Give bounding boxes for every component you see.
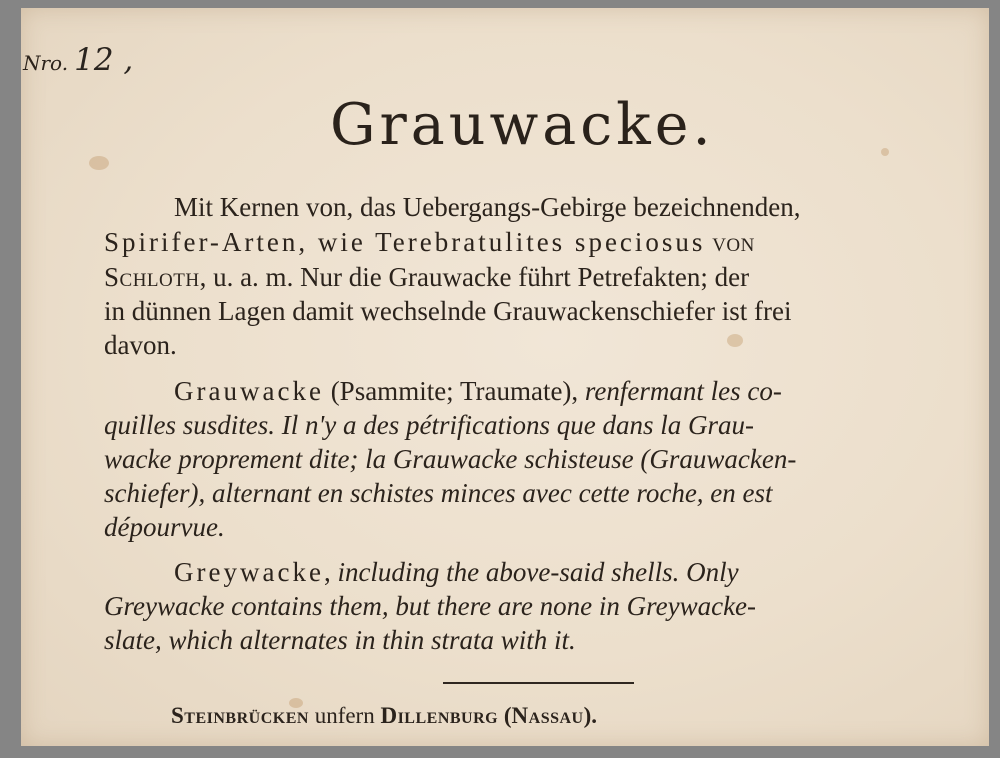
french-line-4 — [104, 478, 773, 509]
french-line-2 — [104, 410, 754, 441]
locality-town: Dillenburg — [380, 703, 499, 728]
german-text: in dünnen Lagen damit wechselnde Grauwackenschiefer ist frei — [104, 296, 792, 326]
locality-paren: ). — [583, 703, 598, 728]
english-line-2 — [104, 591, 756, 622]
french-text: (Psammite; Traumate), — [323, 376, 585, 406]
foxing-stain — [881, 148, 889, 156]
french-text: quilles susdites. Il n'y a des pétrifications que dans la Grau- — [104, 410, 754, 440]
german-text: , u. a. m. Nur die Grauwacke führt Petrefakten; der — [199, 262, 750, 292]
german-line-1 — [174, 192, 801, 223]
french-line-3 — [104, 444, 796, 475]
german-species-text: Spirifer-Arten, wie Terebratulites speciosus — [104, 227, 706, 257]
page-title: Grauwacke. — [330, 92, 715, 158]
german-text: Mit Kernen von, das Uebergangs-Gebirge bezeichnenden, — [174, 192, 801, 222]
french-line-5 — [104, 512, 225, 543]
locality-place: Steinbrücken — [171, 703, 309, 728]
locality-connector: unfern — [308, 703, 381, 728]
french-text: (Grauwacken- — [640, 444, 797, 474]
german-von: von — [712, 227, 755, 257]
author-name: Schloth — [104, 262, 200, 292]
french-text: ), alternant en schistes minces avec cette roche, en est — [189, 478, 773, 508]
french-text: dépourvue. — [104, 512, 225, 542]
german-text: davon. — [104, 330, 177, 360]
locality-region: Nassau — [511, 703, 584, 728]
locality-paren: ( — [498, 703, 512, 728]
number-value: 12 , — [74, 42, 134, 78]
french-rock-name: Grauwacke — [174, 376, 324, 406]
english-text: slate, which alternates in thin strata with it. — [104, 625, 576, 655]
english-rock-name: Greywacke — [174, 557, 324, 587]
english-line-1 — [174, 557, 739, 588]
french-text: wacke proprement dite; la Grauwacke schisteuse — [104, 444, 634, 474]
divider-rule — [443, 682, 634, 684]
german-line-2 — [104, 227, 755, 258]
english-text: , — [323, 557, 338, 587]
german-line-3 — [104, 262, 749, 293]
foxing-stain — [89, 156, 109, 170]
english-line-3 — [104, 625, 576, 656]
english-text: Greywacke contains them, but there are none in Greywacke- — [104, 591, 757, 621]
locality-footer — [171, 703, 597, 729]
german-line-4 — [104, 296, 791, 327]
french-text: renfermant les co- — [584, 376, 782, 406]
english-text: including the above-said shells. Only — [337, 557, 739, 587]
french-text: schiefer — [104, 478, 190, 508]
german-line-5 — [104, 330, 177, 361]
foxing-stain — [727, 334, 743, 347]
number-prefix: Nro. — [23, 51, 69, 75]
french-line-1 — [174, 376, 782, 407]
specimen-number — [23, 42, 133, 78]
